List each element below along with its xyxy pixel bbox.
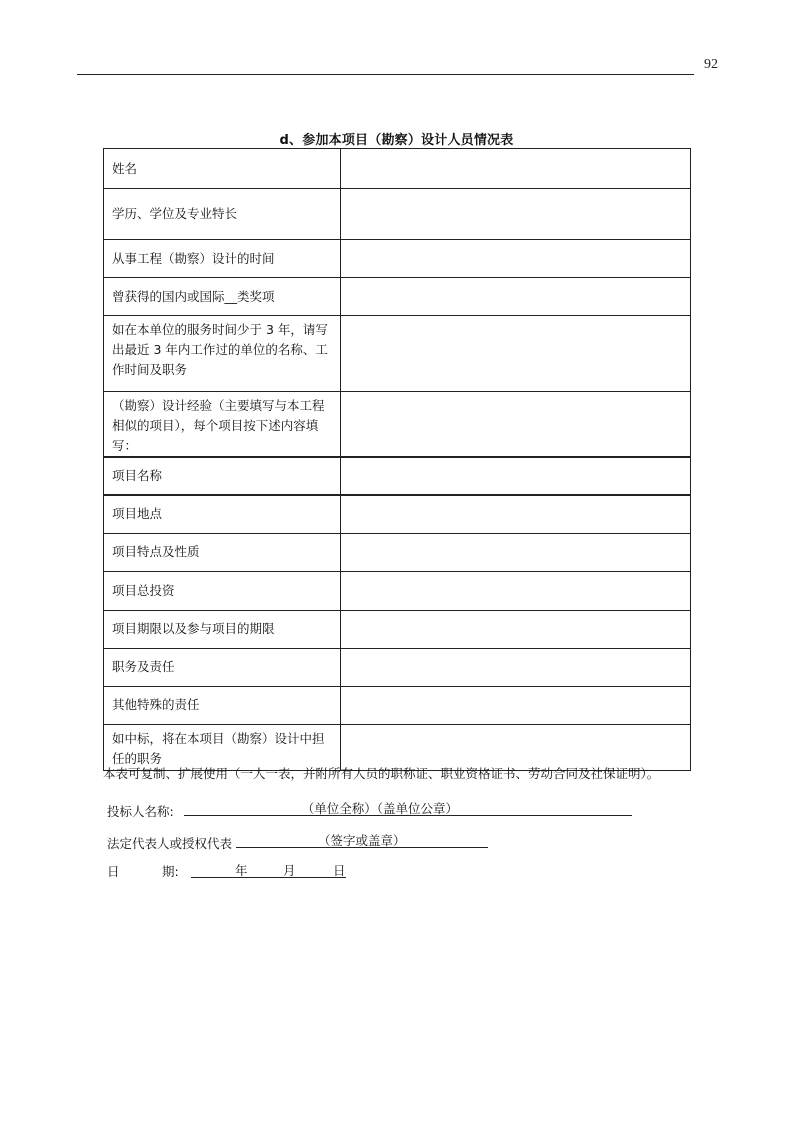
row-value[interactable]: [341, 240, 691, 278]
table-row: [104, 278, 691, 316]
row-value[interactable]: [341, 610, 691, 648]
legal-rep-line: [107, 832, 488, 852]
row-label: 曾获得的国内或国际__类奖项: [104, 278, 341, 316]
legal-rep-label: 法定代表人或授权代表: [107, 836, 233, 851]
document-title: d、参加本项目（勘察）设计人员情况表: [279, 133, 514, 148]
row-label: 项目总投资: [104, 571, 341, 610]
table-row: [104, 610, 691, 648]
row-label: 项目地点: [104, 495, 341, 533]
date-line: [107, 862, 367, 880]
table-row: [104, 457, 691, 495]
bidder-name-label: 投标人名称:: [107, 804, 174, 819]
table-row: [104, 189, 691, 240]
row-value[interactable]: [341, 648, 691, 686]
date-label-second: 期:: [162, 864, 179, 879]
bidder-name-hint: （单位全称）（盖单位公章）: [301, 801, 458, 816]
row-label: 姓名: [104, 149, 341, 189]
page-number: 92: [704, 57, 718, 72]
staff-info-table: [103, 148, 691, 771]
header-rule: [77, 74, 694, 75]
row-value[interactable]: [341, 571, 691, 610]
table-row: [104, 686, 691, 724]
row-value[interactable]: [341, 189, 691, 240]
usage-note: 本表可复制、扩展使用（一人一表，并附所有人员的职称证、职业资格证书、劳动合同及社保证明）。: [103, 766, 660, 781]
row-label: 从事工程（勘察）设计的时间: [104, 240, 341, 278]
row-label: 其他特殊的责任: [104, 686, 341, 724]
table-row: [104, 533, 691, 571]
date-month: 月: [283, 863, 296, 878]
bidder-name-field[interactable]: [184, 800, 632, 816]
date-year: 年: [235, 863, 248, 878]
row-value[interactable]: [341, 316, 691, 392]
row-label: 项目名称: [104, 457, 341, 495]
row-value[interactable]: [341, 149, 691, 189]
table-row: [104, 495, 691, 533]
row-label: 项目期限以及参与项目的期限: [104, 610, 341, 648]
row-value[interactable]: [341, 495, 691, 533]
row-value[interactable]: [341, 278, 691, 316]
date-label-first: 日: [107, 864, 120, 879]
row-value[interactable]: [341, 533, 691, 571]
table-row: [104, 648, 691, 686]
table-row: [104, 392, 691, 458]
table-row: [104, 149, 691, 189]
row-label: 学历、学位及专业特长: [104, 189, 341, 240]
row-label: （勘察）设计经验（主要填写与本工程相似的项目），每个项目按下述内容填写：: [104, 392, 341, 458]
row-label: 职务及责任: [104, 648, 341, 686]
row-label: 项目特点及性质: [104, 533, 341, 571]
row-value[interactable]: [341, 457, 691, 495]
row-label: 如中标，将在本项目（勘察）设计中担任的职务: [104, 724, 341, 770]
table-row: [104, 571, 691, 610]
legal-rep-hint: （签字或盖章）: [318, 833, 406, 848]
row-label: 如在本单位的服务时间少于 3 年，请写出最近 3 年内工作过的单位的名称、工作时间及职务: [104, 316, 341, 392]
bidder-name-line: [107, 800, 632, 820]
legal-rep-field[interactable]: [236, 832, 488, 848]
date-day: 日: [333, 863, 346, 878]
table-row: [104, 240, 691, 278]
date-field[interactable]: [191, 862, 346, 878]
row-value[interactable]: [341, 686, 691, 724]
table-row: [104, 316, 691, 392]
row-value[interactable]: [341, 392, 691, 458]
